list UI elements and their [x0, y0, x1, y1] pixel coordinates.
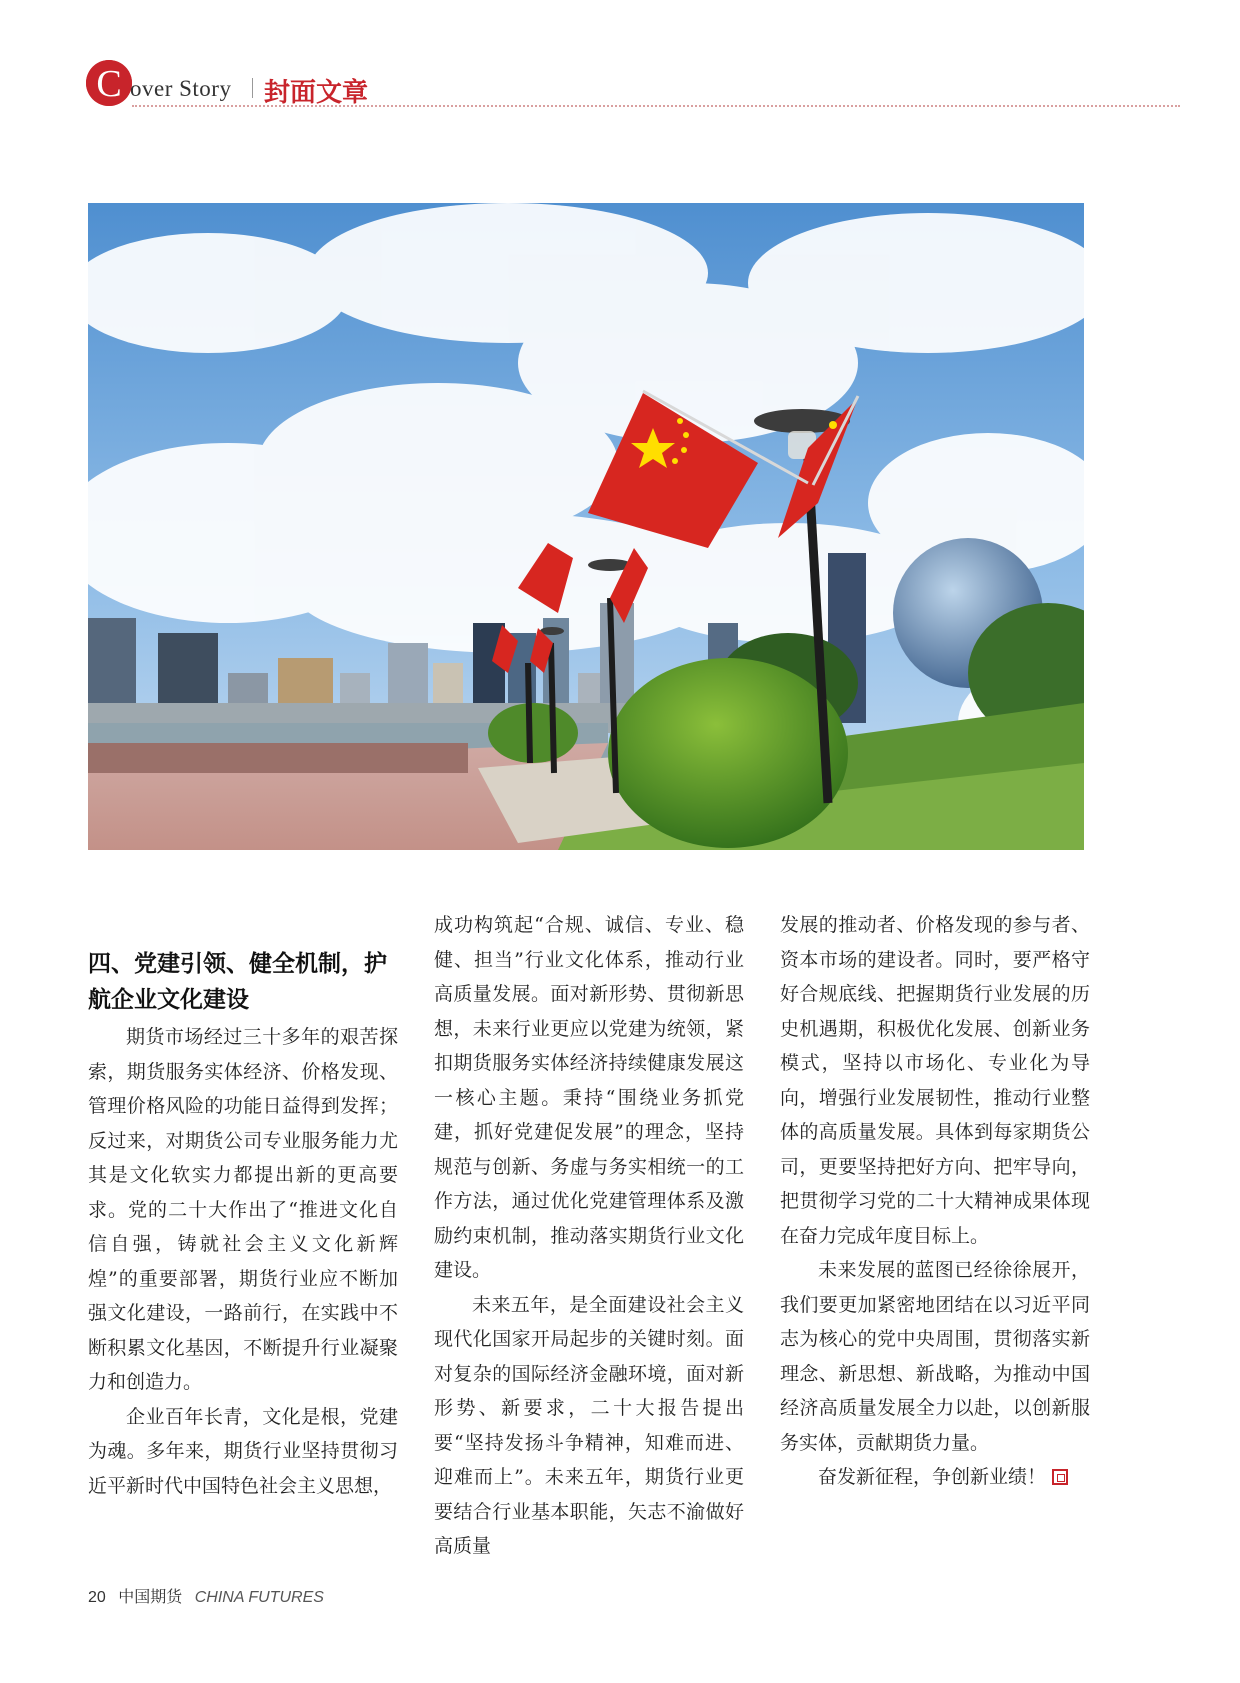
text-column-1 — [88, 1020, 398, 1503]
paragraph: 成功构筑起“合规、诚信、专业、稳健、担当”行业文化体系，推动行业高质量发展。面对新形势、贯彻新思想，未来行业更应以党建为统领，紧扣期货服务实体经济持续健康发展这一核心主题。秉持“围绕业务抓党建，抓好党建促发展”的理念，坚持规范与创新、务虚与务实相统一的工作方法，通过优化党建管理体系及激励约束机制，推动落实期货行业文化建设。 — [434, 914, 744, 1281]
paragraph: 未来发展的蓝图已经徐徐展开，我们要更加紧密地团结在以习近平同志为核心的党中央周围，贯彻落实新理念、新思想、新战略，为推动中国经济高质量发展全力以赴，以创新服务实体，贡献期货力量。 — [780, 1259, 1090, 1454]
paragraph: 未来五年，是全面建设社会主义现代化国家开局起步的关键时刻。面对复杂的国际经济金融环境，面对新形势、新要求，二十大报告提出要“坚持发扬斗争精神，知难而进、迎难而上”。未来五年，期货行业更要结合行业基本职能，矢志不渝做好高质量 — [434, 1293, 744, 1557]
paragraph: 企业百年长青，文化是根，党建为魂。多年来，期货行业坚持贯彻习近平新时代中国特色社会主义思想， — [88, 1405, 398, 1497]
section-heading: 四、党建引领、健全机制，护航企业文化建设 — [88, 951, 387, 1013]
section-label-en: over Story — [130, 76, 232, 101]
paragraph: 期货市场经过三十多年的艰苦探索，期货服务实体经济、价格发现、管理价格风险的功能日益得到发挥；反过来，对期货公司专业服务能力尤其是文化软实力都提出新的更高要求。党的二十大作出了“推进文化自信自强，铸就社会主义文化新辉煌”的重要部署，期货行业应不断加强文化建设，一路前行，在实践中不断积累文化基因，不断提升行业凝聚力和创造力。 — [88, 1026, 398, 1393]
paragraph: 发展的推动者、价格发现的参与者、资本市场的建设者。同时，要严格守好合规底线、把握期货行业发展的历史机遇期，积极优化发展、创新业务模式，坚持以市场化、专业化为导向，增强行业发展韧性，推动行业整体的高质量发展。具体到每家期货公司，更要坚持把好方向、把牢导向，把贯彻学习党的二十大精神成果体现在奋力完成年度目标上。 — [780, 914, 1090, 1247]
page-number: 20 — [88, 1589, 106, 1606]
end-mark-icon — [1052, 1469, 1068, 1485]
logo-letter: C — [96, 63, 122, 105]
page-header — [86, 56, 1180, 108]
magazine-name-en: CHINA FUTURES — [194, 1589, 324, 1606]
photo-illustration — [88, 203, 1084, 850]
section-label-zh: 封面文章 — [264, 78, 369, 108]
magazine-name-zh: 中国期货 — [118, 1587, 183, 1606]
cover-photo — [88, 203, 1084, 850]
header-rule — [132, 105, 1180, 107]
page-footer — [88, 1584, 324, 1607]
closing-text: 奋发新征程，争创新业绩！ — [818, 1466, 1047, 1488]
text-column-2 — [434, 908, 744, 1564]
section-logo — [86, 60, 132, 106]
header-divider — [252, 78, 253, 98]
text-column-3 — [780, 908, 1090, 1495]
closing-paragraph — [780, 1460, 1090, 1495]
